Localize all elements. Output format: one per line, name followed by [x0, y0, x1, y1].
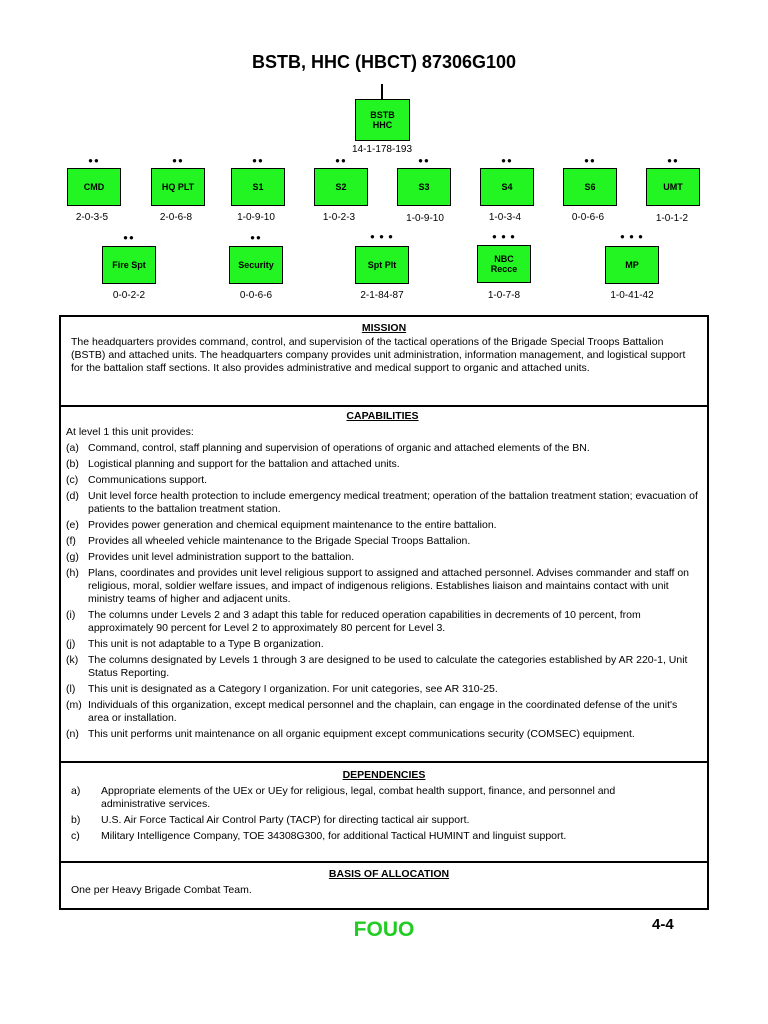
unit-code: 0-0-6-6: [571, 212, 605, 223]
unit-box-umt: [646, 168, 700, 206]
unit-label: Spt Plt: [367, 260, 397, 270]
item-label: c): [71, 830, 80, 842]
capability-item: [66, 609, 699, 635]
unit-label: S6: [584, 182, 596, 192]
section-divider: [61, 761, 707, 763]
item-text: This unit is designated as a Category I organization. For unit categories, see AR 310-25.: [88, 683, 498, 695]
classification-marking: FOUO: [353, 918, 415, 941]
dependencies-section: [61, 769, 707, 843]
unit-label-hq: BSTB HHC: [370, 110, 395, 130]
unit-label: Fire Spt: [112, 260, 146, 270]
item-label: a): [71, 785, 81, 797]
unit-label: CMD: [83, 182, 105, 192]
item-text: Provides all wheeled vehicle maintenance to the Brigade Special Troops Battalion.: [88, 535, 471, 547]
unit-code: 2-0-6-8: [159, 212, 193, 223]
unit-box-s3: [397, 168, 451, 206]
unit-label: S2: [335, 182, 347, 192]
unit-box-s1: [231, 168, 285, 206]
unit-box-security: [229, 246, 283, 284]
echelon-dots: ●●: [418, 156, 430, 165]
unit-label: Security: [238, 260, 274, 270]
capabilities-section: [61, 410, 707, 741]
item-text: Provides power generation and chemical equipment maintenance to the entire battalion.: [88, 519, 497, 531]
echelon-dots: ●●: [584, 156, 596, 165]
unit-code: 2-1-84-87: [360, 290, 404, 301]
item-label: b): [71, 814, 81, 826]
mission-heading: MISSION: [361, 322, 407, 334]
unit-code: 2-0-3-5: [75, 212, 109, 223]
item-text: Individuals of this organization, except medical personnel and the chaplain, can engage in the coordinated defense of the unit's area or installation.: [88, 699, 678, 724]
unit-label: S4: [501, 182, 513, 192]
capability-item: [66, 728, 699, 741]
item-text: Provides unit level administration support to the battalion.: [88, 551, 355, 563]
echelon-dots: ●●: [123, 233, 135, 242]
item-text: The columns under Levels 2 and 3 adapt this table for reduced operation capabilities in decrements of 10 percent, from approximately 90 percent for Level 2 to approximately 80 percent for Level 3.: [88, 609, 641, 634]
section-divider: [61, 861, 707, 863]
capability-item: [66, 535, 699, 548]
item-label: (b): [66, 458, 79, 470]
echelon-dots: ●●: [501, 156, 513, 165]
page-number: 4-4: [652, 916, 674, 933]
echelon-dots: ●●: [667, 156, 679, 165]
capabilities-heading: CAPABILITIES: [346, 410, 419, 422]
item-text: Command, control, staff planning and supervision of operations of organic and attached elements of the BN.: [88, 442, 590, 454]
unit-label: NBC Recce: [490, 254, 518, 274]
capability-item: [66, 638, 699, 651]
item-text: The columns designated by Levels 1 through 3 are designed to be used to calculate the categories established by AR 220-1, Unit Status Reporting.: [88, 654, 688, 679]
echelon-dots: ● ● ●: [492, 232, 516, 241]
item-text: Communications support.: [88, 474, 208, 486]
capability-item: [66, 458, 699, 471]
unit-box-s4: [480, 168, 534, 206]
item-label: (i): [66, 609, 76, 621]
echelon-dots: ●●: [252, 156, 264, 165]
unit-box-nbc-recce: [477, 245, 531, 283]
basis-text: One per Heavy Brigade Combat Team.: [71, 884, 252, 896]
echelon-dots: ● ● ●: [620, 232, 644, 241]
unit-code: 1-0-7-8: [487, 290, 521, 301]
capability-item: [66, 567, 699, 606]
capability-item: [66, 699, 699, 725]
echelon-dots: ●●: [335, 156, 347, 165]
capability-item: [66, 490, 699, 516]
item-label: (a): [66, 442, 79, 454]
item-label: (j): [66, 638, 76, 650]
basis-heading: BASIS OF ALLOCATION: [328, 868, 450, 880]
unit-code: 1-0-41-42: [610, 290, 654, 301]
dependency-item: [61, 830, 677, 843]
capability-item: [66, 654, 699, 680]
unit-label: UMT: [663, 182, 683, 192]
unit-label: MP: [625, 260, 639, 270]
echelon-dots: ●●: [250, 233, 262, 242]
capability-item: [66, 551, 699, 564]
item-label: (g): [66, 551, 79, 563]
unit-code: 1-0-2-3: [322, 212, 356, 223]
unit-box-cmd: [67, 168, 121, 206]
unit-box-mp: [605, 246, 659, 284]
item-text: U.S. Air Force Tactical Air Control Party (TACP) for directing tactical air support.: [101, 814, 470, 826]
unit-code-hq: 14-1-178-193: [351, 144, 413, 155]
unit-code: 0-0-6-6: [239, 290, 273, 301]
capability-item: [66, 519, 699, 532]
unit-label: S1: [252, 182, 264, 192]
dependency-item: [61, 785, 677, 811]
unit-code: 1-0-9-10: [406, 213, 444, 224]
item-label: (c): [66, 474, 79, 486]
echelon-dots: ●●: [88, 156, 100, 165]
unit-label: S3: [418, 182, 430, 192]
unit-box-s6: [563, 168, 617, 206]
unit-code: 1-0-1-2: [655, 213, 689, 224]
item-label: (d): [66, 490, 79, 502]
item-label: (f): [66, 535, 76, 547]
unit-description-frame: [59, 315, 709, 910]
capability-item: [66, 442, 699, 455]
item-text: This unit performs unit maintenance on all organic equipment except communications security (COMSEC) equipment.: [88, 728, 635, 740]
capability-item: [66, 474, 699, 487]
unit-box-hq: [355, 99, 410, 141]
item-text: Logistical planning and support for the battalion and attached units.: [88, 458, 400, 470]
item-label: (k): [66, 654, 79, 666]
org-chart-connector: [381, 84, 383, 99]
dependency-item: [61, 814, 677, 827]
item-text: Unit level force health protection to include emergency medical treatment; operation of the battalion treatment station; evacuation of patients to the battalion treatment station.: [88, 490, 698, 515]
basis-section: [61, 868, 707, 897]
item-label: (m): [66, 699, 82, 711]
unit-box-spt-plt: [355, 246, 409, 284]
capability-item: [66, 683, 699, 696]
unit-box-fire-spt: [102, 246, 156, 284]
section-divider: [61, 405, 707, 407]
unit-code: 1-0-9-10: [237, 212, 275, 223]
mission-text: The headquarters provides command, control, and supervision of the tactical operations of the Brigade Special Troops Battalion (BSTB) and attached units. The headquarters company provides unit administration, information management, and logistical support for the battalion staff sections. It also provides administrative and medical support to organic and attached units.: [71, 336, 686, 374]
unit-box-hq-plt: [151, 168, 205, 206]
item-label: (h): [66, 567, 79, 579]
echelon-dots: ●●: [172, 156, 184, 165]
echelon-dots: ● ● ●: [370, 232, 394, 241]
dependencies-heading: DEPENDENCIES: [342, 769, 426, 781]
unit-box-s2: [314, 168, 368, 206]
item-label: (l): [66, 683, 76, 695]
item-label: (n): [66, 728, 79, 740]
item-text: Appropriate elements of the UEx or UEy for religious, legal, combat health support, finance, and personnel and administrative services.: [101, 785, 616, 810]
item-label: (e): [66, 519, 79, 531]
capabilities-intro: At level 1 this unit provides:: [66, 426, 194, 438]
item-text: Plans, coordinates and provides unit level religious support to assigned and attached personnel. Advises commander and staff on religious, moral, soldier welfare issues, and impact of indigenous religions. Establishes liaison and maintains contact with unit ministry teams of higher and adjacent units.: [88, 567, 690, 605]
unit-code: 0-0-2-2: [112, 290, 146, 301]
mission-section: [61, 322, 707, 375]
item-text: Military Intelligence Company, TOE 34308G300, for additional Tactical HUMINT and linguist support.: [101, 830, 567, 842]
item-text: This unit is not adaptable to a Type B organization.: [88, 638, 324, 650]
page-title: BSTB, HHC (HBCT) 87306G100: [251, 52, 517, 72]
unit-code: 1-0-3-4: [488, 212, 522, 223]
unit-label: HQ PLT: [161, 182, 195, 192]
